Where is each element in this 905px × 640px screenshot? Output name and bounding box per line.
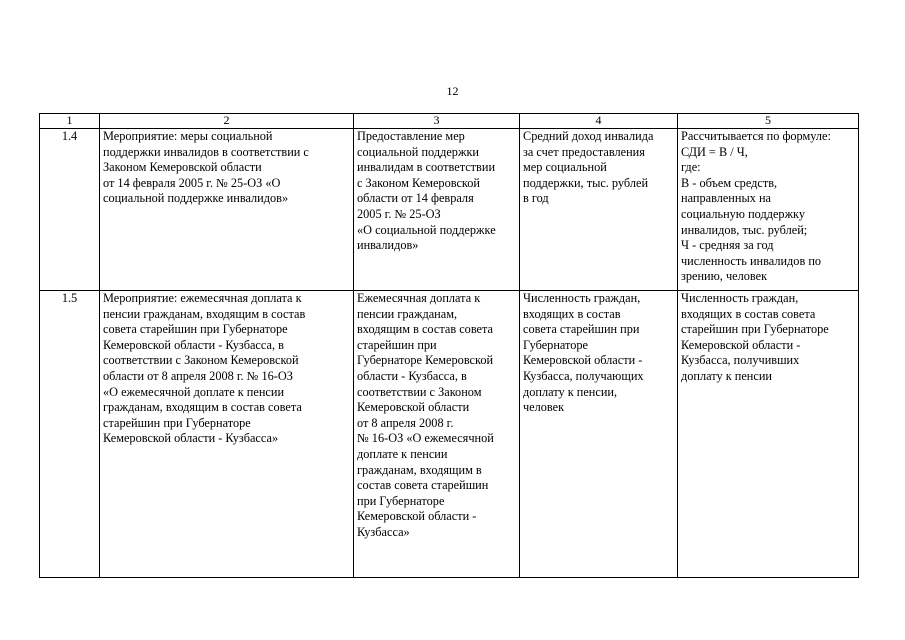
calculation-cell — [678, 129, 859, 291]
text-line: входящих в состав совета — [681, 306, 816, 321]
text-line: инвалидов, тыс. рублей; — [681, 222, 808, 237]
text-line: Ежемесячная доплата к — [357, 291, 481, 305]
text-line: Рассчитывается по формуле: — [681, 129, 831, 143]
text-line: области - Кузбасса, в — [357, 368, 467, 383]
text-line: Губернаторе Кемеровской — [357, 353, 494, 368]
text-line: направленных на — [681, 191, 771, 206]
text-line: старейшин при Губернаторе — [103, 415, 251, 430]
text-line: при Губернаторе — [357, 493, 445, 508]
text-line: «О социальной поддержке — [357, 222, 496, 237]
text-line: от 14 февраля 2005 г. № 25-ОЗ «О — [103, 175, 281, 190]
text-line: пенсии гражданам, входящим в состав — [103, 306, 306, 321]
measure-content-cell — [354, 129, 520, 291]
text-line: инвалидов» — [357, 238, 419, 253]
text-line: доплате к пенсии — [357, 446, 448, 461]
header-cell-2: 2 — [100, 114, 354, 129]
text-line: в год — [523, 191, 549, 206]
text-line: Кемеровской области - Кузбасса» — [103, 431, 279, 446]
text-line: зрению, человек — [681, 269, 768, 284]
measures-table — [39, 113, 859, 578]
text-line: доплату к пенсии, — [523, 384, 618, 399]
table-row — [40, 291, 859, 578]
text-line: социальной поддержке инвалидов» — [103, 191, 289, 206]
measure-name-cell — [100, 291, 354, 578]
text-line: совета старейшин при Губернаторе — [103, 322, 288, 337]
text-line: Средний доход инвалида — [523, 129, 654, 143]
header-cell-5: 5 — [678, 114, 859, 129]
text-line: Мероприятие: меры социальной — [103, 129, 273, 143]
indicator-cell — [520, 129, 678, 291]
text-line: Губернаторе — [523, 337, 589, 352]
text-line: Кемеровской области - — [681, 337, 801, 352]
text-line: с Законом Кемеровской — [357, 175, 480, 190]
text-line: области от 14 февраля — [357, 191, 474, 206]
text-line: мер социальной — [523, 160, 607, 175]
text-line: Кемеровской области — [357, 400, 470, 415]
header-cell-1: 1 — [40, 114, 100, 129]
text-line: старейшин при — [357, 337, 437, 352]
calculation-cell — [678, 291, 859, 578]
text-line: Предоставление мер — [357, 129, 465, 143]
table-header-row — [40, 114, 859, 129]
row-number-cell: 1.4 — [40, 129, 100, 291]
table-row — [40, 129, 859, 291]
indicator-cell — [520, 291, 678, 578]
text-line: входящим в состав совета — [357, 322, 493, 337]
text-line: численность инвалидов по — [681, 253, 822, 268]
header-cell-4: 4 — [520, 114, 678, 129]
text-line: входящих в состав — [523, 306, 621, 321]
text-line: В - объем средств, — [681, 175, 778, 190]
text-line: Кузбасса, получающих — [523, 368, 644, 383]
text-line: старейшин при Губернаторе — [681, 322, 829, 337]
text-line: СДИ = В / Ч, — [681, 144, 748, 159]
text-line: состав совета старейшин — [357, 478, 489, 493]
text-line: от 8 апреля 2008 г. — [357, 415, 454, 430]
text-line: № 16-ОЗ «О ежемесячной — [357, 431, 494, 446]
text-line: Кузбасса, получивших — [681, 353, 800, 368]
text-line: Кемеровской области - — [357, 509, 477, 524]
measure-content-cell — [354, 291, 520, 578]
text-line: за счет предоставления — [523, 144, 645, 159]
text-line: социальной поддержки — [357, 144, 480, 159]
text-line: доплату к пенсии — [681, 368, 772, 383]
page-number: 12 — [446, 84, 459, 98]
text-line: Мероприятие: ежемесячная доплата к — [103, 291, 302, 305]
text-line: инвалидам в соответствии — [357, 160, 496, 175]
text-line: Численность граждан, — [523, 291, 641, 305]
text-line: Численность граждан, — [681, 291, 799, 305]
text-line: поддержки инвалидов в соответствии с — [103, 144, 309, 159]
text-line: пенсии гражданам, — [357, 306, 458, 321]
text-line: человек — [523, 400, 565, 415]
text-line: гражданам, входящим в — [357, 462, 482, 477]
text-line: совета старейшин при — [523, 322, 640, 337]
text-line: социальную поддержку — [681, 206, 806, 221]
text-line: где: — [681, 160, 701, 175]
text-line: поддержки, тыс. рублей — [523, 175, 649, 190]
text-line: соответствии с Законом Кемеровской — [103, 353, 299, 368]
text-line: Кузбасса» — [357, 524, 410, 539]
text-line: Кемеровской области - — [523, 353, 643, 368]
text-line: 2005 г. № 25-ОЗ — [357, 206, 441, 221]
text-line: Ч - средняя за год — [681, 238, 774, 253]
text-line: Кемеровской области - Кузбасса, в — [103, 337, 284, 352]
row-number-cell: 1.5 — [40, 291, 100, 578]
header-cell-3: 3 — [354, 114, 520, 129]
text-line: «О ежемесячной доплате к пенсии — [103, 384, 285, 399]
text-line: Законом Кемеровской области — [103, 160, 262, 175]
text-line: соответствии с Законом — [357, 384, 482, 399]
text-line: гражданам, входящим в состав совета — [103, 400, 302, 415]
measure-name-cell — [100, 129, 354, 291]
text-line: области от 8 апреля 2008 г. № 16-ОЗ — [103, 368, 293, 383]
